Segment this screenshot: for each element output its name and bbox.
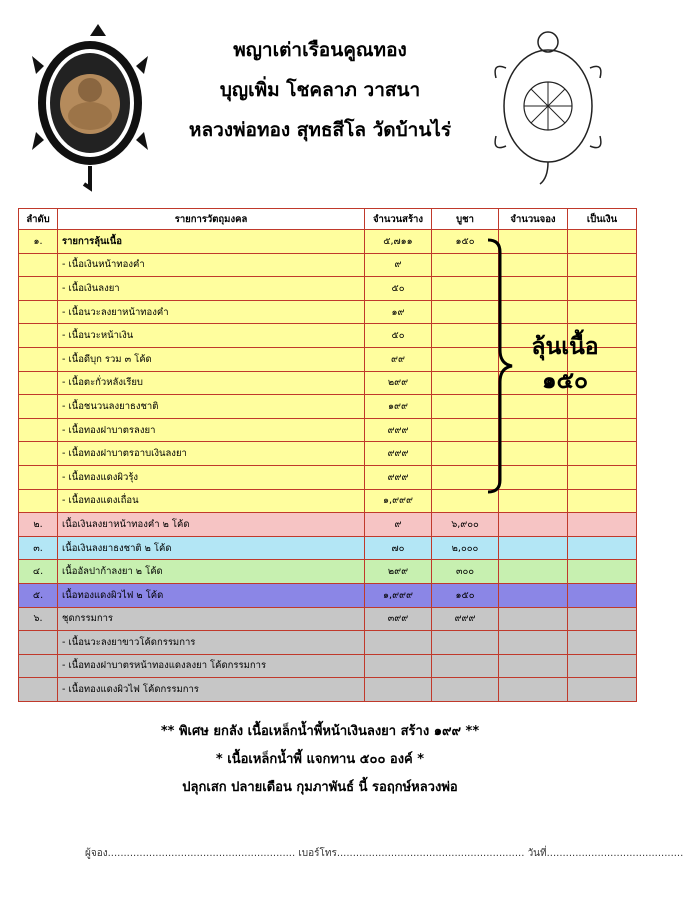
row-qty: ๙๙๙	[365, 418, 432, 442]
title-line-2: บุญเพิ่ม โชคลาภ วาสนา	[219, 79, 421, 101]
phone-field[interactable]: ...........................................................	[336, 848, 525, 859]
row-qty: ๑,๙๙๙	[365, 489, 432, 513]
row-no: ๑.	[19, 230, 58, 254]
row-no	[19, 442, 58, 466]
row-qty: ๒๙๙	[365, 560, 432, 584]
row-qty	[365, 631, 432, 655]
row-no	[19, 631, 58, 655]
amount-cell[interactable]	[568, 489, 637, 513]
row-qty	[365, 654, 432, 678]
table-row	[19, 230, 637, 254]
row-qty: ๙	[365, 253, 432, 277]
row-no: ๕.	[19, 583, 58, 607]
row-item: - เนื้อเงินลงยา	[58, 277, 365, 301]
date-label: วันที่	[527, 848, 547, 859]
row-price	[432, 631, 499, 655]
table-row	[19, 607, 637, 631]
row-item: - เนื้อทองฝาบาตรหน้าทองแดงลงยา โค้ดกรรมการ	[58, 654, 365, 678]
table-row	[19, 300, 637, 324]
table-row	[19, 654, 637, 678]
row-item: - เนื้อทองแดงผิวรุ้ง	[58, 465, 365, 489]
page-header	[0, 0, 640, 205]
table-row	[19, 560, 637, 584]
row-no	[19, 253, 58, 277]
table-row	[19, 465, 637, 489]
row-item: เนื้อเงินลงยาธงชาติ ๒ โค้ด	[58, 536, 365, 560]
row-item: - เนื้อนวะลงยาหน้าทองคำ	[58, 300, 365, 324]
reserve-qty-cell[interactable]	[499, 560, 568, 584]
order-table	[18, 208, 637, 702]
reserve-qty-cell[interactable]	[499, 536, 568, 560]
title-block	[150, 30, 490, 150]
row-price: ๒,๐๐๐	[432, 536, 499, 560]
row-qty: ๙๙๙	[365, 442, 432, 466]
row-no	[19, 489, 58, 513]
row-price: ๓๐๐	[432, 560, 499, 584]
table-row	[19, 253, 637, 277]
row-item: - เนื้อชนวนลงยาธงชาติ	[58, 395, 365, 419]
table-row	[19, 442, 637, 466]
row-no	[19, 418, 58, 442]
table-row	[19, 418, 637, 442]
lump-price-text: ๑๕๐	[541, 368, 589, 394]
amount-cell[interactable]	[568, 513, 637, 537]
turtle-amulet-logo	[30, 18, 150, 193]
footer-form	[85, 846, 683, 861]
row-no	[19, 347, 58, 371]
row-no	[19, 277, 58, 301]
amount-cell[interactable]	[568, 418, 637, 442]
notes	[0, 718, 640, 802]
row-no	[19, 678, 58, 702]
reserve-qty-cell[interactable]	[499, 654, 568, 678]
table-header-row	[19, 209, 637, 230]
amount-cell[interactable]	[568, 300, 637, 324]
reserve-qty-cell[interactable]	[499, 607, 568, 631]
row-qty: ๑,๙๙๙	[365, 583, 432, 607]
amount-cell[interactable]	[568, 230, 637, 254]
col-header-amount: เป็นเงิน	[568, 209, 637, 230]
amount-cell[interactable]	[568, 654, 637, 678]
row-no: ๓.	[19, 536, 58, 560]
row-no: ๔.	[19, 560, 58, 584]
row-qty: ๑๙๙	[365, 395, 432, 419]
row-item: เนื้อทองแดงผิวไฟ ๒ โค้ด	[58, 583, 365, 607]
lump-label-text: ลุ้นเนื้อ	[531, 334, 599, 360]
amount-cell[interactable]	[568, 277, 637, 301]
row-qty: ๙	[365, 513, 432, 537]
row-item: - เนื้อทองแดงเถื่อน	[58, 489, 365, 513]
reserver-name-field[interactable]: ...........................................................	[107, 848, 296, 859]
row-no	[19, 371, 58, 395]
amount-cell[interactable]	[568, 560, 637, 584]
row-qty: ๗๐	[365, 536, 432, 560]
col-header-no: ลำดับ	[19, 209, 58, 230]
row-no: ๒.	[19, 513, 58, 537]
col-header-price: บูชา	[432, 209, 499, 230]
amount-cell[interactable]	[568, 253, 637, 277]
row-qty: ๙๙	[365, 347, 432, 371]
amount-cell[interactable]	[568, 395, 637, 419]
table-row	[19, 277, 637, 301]
amount-cell[interactable]	[568, 465, 637, 489]
title-line-1: พญาเต่าเรือนคูณทอง	[233, 39, 407, 61]
reserver-name-label: ผู้จอง	[85, 848, 108, 859]
row-no: ๖.	[19, 607, 58, 631]
reserve-qty-cell[interactable]	[499, 631, 568, 655]
row-no	[19, 324, 58, 348]
col-header-item: รายการวัตถุมงคล	[58, 209, 365, 230]
amount-cell[interactable]	[568, 442, 637, 466]
row-qty: ๕,๗๑๑	[365, 230, 432, 254]
row-qty	[365, 678, 432, 702]
row-item: เนื้อเงินลงยาหน้าทองคำ ๒ โค้ด	[58, 513, 365, 537]
row-qty: ๒๙๙	[365, 371, 432, 395]
row-no	[19, 654, 58, 678]
row-no	[19, 300, 58, 324]
row-qty: ๓๙๙	[365, 607, 432, 631]
reserve-qty-cell[interactable]	[499, 678, 568, 702]
table-row	[19, 678, 637, 702]
row-item: - เนื้อทองฝาบาตรอาบเงินลงยา	[58, 442, 365, 466]
amount-cell[interactable]	[568, 631, 637, 655]
table-row	[19, 489, 637, 513]
row-price	[432, 678, 499, 702]
row-item: - เนื้อตะกั่วหลังเรียบ	[58, 371, 365, 395]
col-header-quantity: จำนวนสร้าง	[365, 209, 432, 230]
row-item: รายการลุ้นเนื้อ	[58, 230, 365, 254]
row-item: - เนื้อทองแดงผิวไฟ โค้ดกรรมการ	[58, 678, 365, 702]
row-qty: ๙๙๙	[365, 465, 432, 489]
row-item: - เนื้อเงินหน้าทองคำ	[58, 253, 365, 277]
row-item: เนื้ออัลปาก้าลงยา ๒ โค้ด	[58, 560, 365, 584]
table-row	[19, 583, 637, 607]
table-row	[19, 631, 637, 655]
row-item: ชุดกรรมการ	[58, 607, 365, 631]
note-line-2: * เนื้อเหล็กน้ำพี้ แจกทาน ๕๐๐ องค์ *	[215, 752, 425, 767]
amount-cell[interactable]	[568, 678, 637, 702]
table-row	[19, 395, 637, 419]
row-qty: ๕๐	[365, 324, 432, 348]
amount-cell[interactable]	[568, 607, 637, 631]
row-no	[19, 465, 58, 489]
row-price: ๑๕๐	[432, 230, 499, 254]
row-qty: ๕๐	[365, 277, 432, 301]
table-row	[19, 536, 637, 560]
amount-cell[interactable]	[568, 583, 637, 607]
row-no	[19, 395, 58, 419]
row-price: ๑๕๐	[432, 583, 499, 607]
row-price: ๖,๙๐๐	[432, 513, 499, 537]
lump-label	[506, 330, 624, 398]
row-price: ๙๙๙	[432, 607, 499, 631]
date-field[interactable]: ...........................................	[546, 848, 683, 859]
row-item: - เนื้อนวะลงยาขาวโค้ดกรรมการ	[58, 631, 365, 655]
row-item: - เนื้อทองฝาบาตรลงยา	[58, 418, 365, 442]
reserve-qty-cell[interactable]	[499, 513, 568, 537]
note-line-1: ** พิเศษ ยกลัง เนื้อเหล็กน้ำพี้หน้าเงินลงยา สร้าง ๑๙๙ **	[160, 724, 480, 739]
row-item: - เนื้อดีบุก รวม ๓ โค้ด	[58, 347, 365, 371]
col-header-reserve-qty: จำนวนจอง	[499, 209, 568, 230]
note-line-3: ปลุกเสก ปลายเดือน กุมภาพันธ์ นี้ รอฤกษ์หลวงพ่อ	[182, 780, 458, 795]
row-price	[432, 654, 499, 678]
row-qty: ๑๙	[365, 300, 432, 324]
title-line-3: หลวงพ่อทอง สุทธสีโล วัดบ้านไร่	[188, 119, 452, 141]
reserve-qty-cell[interactable]	[499, 583, 568, 607]
row-item: - เนื้อนวะหน้าเงิน	[58, 324, 365, 348]
amount-cell[interactable]	[568, 536, 637, 560]
turtle-yantra-diagram	[486, 18, 610, 193]
table-row	[19, 513, 637, 537]
phone-label: เบอร์โทร	[298, 848, 337, 859]
